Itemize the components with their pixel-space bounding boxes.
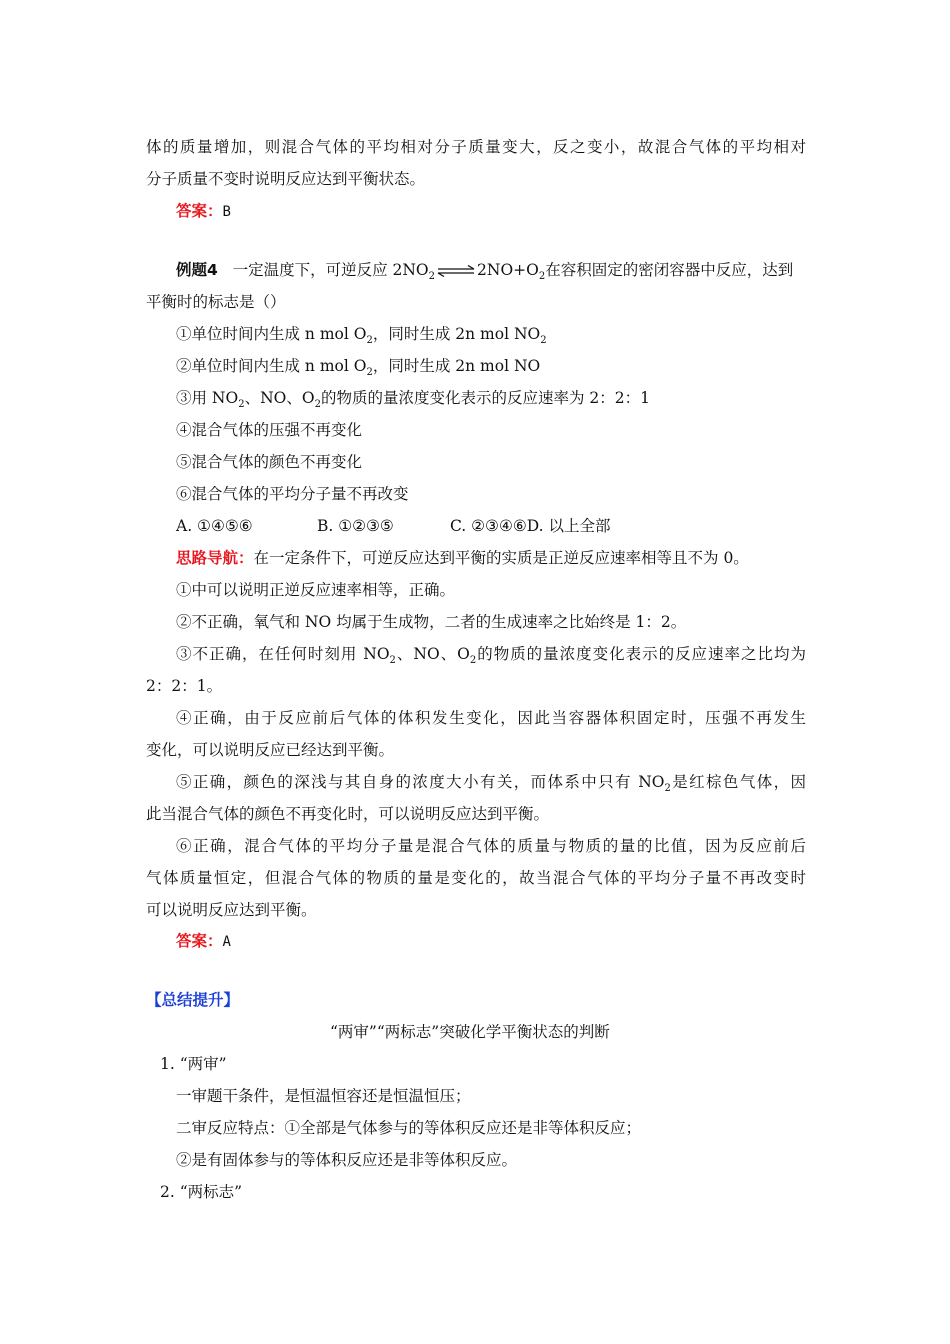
statement-text: ，同时生成 2n mol NO [372, 357, 541, 375]
option-cd: C. ②③④⑥D. 以上全部 [450, 517, 611, 535]
summary-point-1: 1. “两审” [160, 1055, 227, 1073]
explanation-line: 变化，可以说明反应已经达到平衡。 [146, 741, 395, 759]
reversible-arrow-icon [437, 265, 475, 277]
statement-text: ，同时生成 2n mol NO [372, 325, 541, 343]
statement-text: ①单位时间内生成 n mol O [176, 325, 367, 343]
paragraph-line: 分子质量不变时说明反应达到平衡状态。 [146, 170, 426, 188]
explanation-line: 2：2：1。 [146, 677, 223, 695]
subscript: 2 [538, 271, 546, 283]
statement-text: 、NO、O [244, 389, 315, 407]
hint-text: 在一定条件下，可逆反应达到平衡的实质是正逆反应速率相等且不为 0。 [253, 549, 749, 567]
summary-heading: 【总结提升】 [146, 991, 240, 1009]
stem-text-2: 2NO+O [477, 261, 539, 279]
statement-item [176, 388, 650, 411]
answer-line [176, 931, 231, 952]
answer-value: B [222, 204, 231, 220]
summary-line: ②是有固体参与的等体积反应还是非等体积反应。 [176, 1151, 518, 1169]
example-stem [176, 260, 794, 283]
subscript: 2 [428, 271, 436, 283]
stem-text-1: 一定温度下，可逆反应 2NO [232, 261, 429, 279]
subscript: 2 [314, 399, 321, 411]
explanation-line [176, 644, 806, 667]
hint-label: 思路导航： [176, 549, 254, 567]
summary-line: 一审题干条件，是恒温恒容还是恒温恒压； [176, 1087, 471, 1105]
answer-label: 答案： [176, 932, 223, 950]
subscript: 2 [540, 335, 547, 347]
example-stem-line2: 平衡时的标志是（） [146, 293, 286, 311]
subscript: 2 [366, 367, 373, 379]
explanation-text: ③不正确，在任何时刻用 NO [176, 645, 390, 663]
explanation-text: 、NO、O [395, 645, 470, 663]
explanation-text: 是红棕色气体，因 [670, 773, 806, 791]
statement-item: ④混合气体的压强不再变化 [176, 421, 363, 439]
explanation-line: ④正确，由于反应前后气体的体积发生变化，因此当容器体积固定时，压强不再发生 [176, 709, 806, 727]
explanation-line: 可以说明反应达到平衡。 [146, 901, 317, 919]
explanation-line: 此当混合气体的颜色不再变化时，可以说明反应达到平衡。 [146, 805, 550, 823]
statement-text: 的物质的量浓度变化表示的反应速率为 2：2：1 [320, 389, 650, 407]
option-b: B. ①②③⑤ [317, 517, 394, 535]
explanation-line: ①中可以说明正逆反应速率相等，正确。 [176, 581, 456, 599]
subscript: 2 [469, 655, 477, 667]
explanation-line: ②不正确，氧气和 NO 均属于生成物，二者的生成速率之比始终是 1：2。 [176, 613, 687, 631]
statement-item [176, 356, 541, 379]
option-a: A. ①④⑤⑥ [176, 517, 253, 535]
summary-line: 二审反应特点：①全部是气体参与的等体积反应还是非等体积反应； [176, 1119, 642, 1137]
example-label: 例题4 [176, 261, 218, 279]
explanation-line: ⑥正确，混合气体的平均分子量是混合气体的质量与物质的量的比值，因为反应前后 [176, 837, 806, 855]
choice-options [176, 516, 610, 536]
answer-label: 答案： [176, 202, 223, 220]
explanation-line [176, 772, 806, 795]
statement-text: ②单位时间内生成 n mol O [176, 357, 367, 375]
subscript: 2 [238, 399, 245, 411]
statement-item [176, 324, 547, 347]
hint-line [176, 548, 749, 568]
paragraph-line: 体的质量增加，则混合气体的平均相对分子质量变大，反之变小，故混合气体的平均相对 [146, 138, 806, 156]
subscript: 2 [389, 655, 396, 667]
statement-item: ⑥混合气体的平均分子量不再改变 [176, 485, 409, 503]
subscript: 2 [664, 783, 671, 795]
summary-point-2: 2. “两标志” [160, 1183, 243, 1201]
explanation-text: ⑤正确，颜色的深浅与其自身的浓度大小有关，而体系中只有 NO [176, 773, 665, 791]
answer-value: A [222, 934, 231, 950]
subscript: 2 [366, 335, 373, 347]
summary-title: “两审”“两标志”突破化学平衡状态的判断 [330, 1023, 610, 1041]
explanation-line: 气体质量恒定，但混合气体的物质的量是变化的，故当混合气体的平均分子量不再改变时 [146, 869, 806, 887]
explanation-text: 的物质的量浓度变化表示的反应速率之比均为 [476, 645, 806, 663]
stem-text-3: 在容积固定的密闭容器中反应，达到 [545, 261, 794, 279]
statement-item: ⑤混合气体的颜色不再变化 [176, 453, 363, 471]
statement-text: ③用 NO [176, 389, 239, 407]
answer-line [176, 201, 231, 222]
